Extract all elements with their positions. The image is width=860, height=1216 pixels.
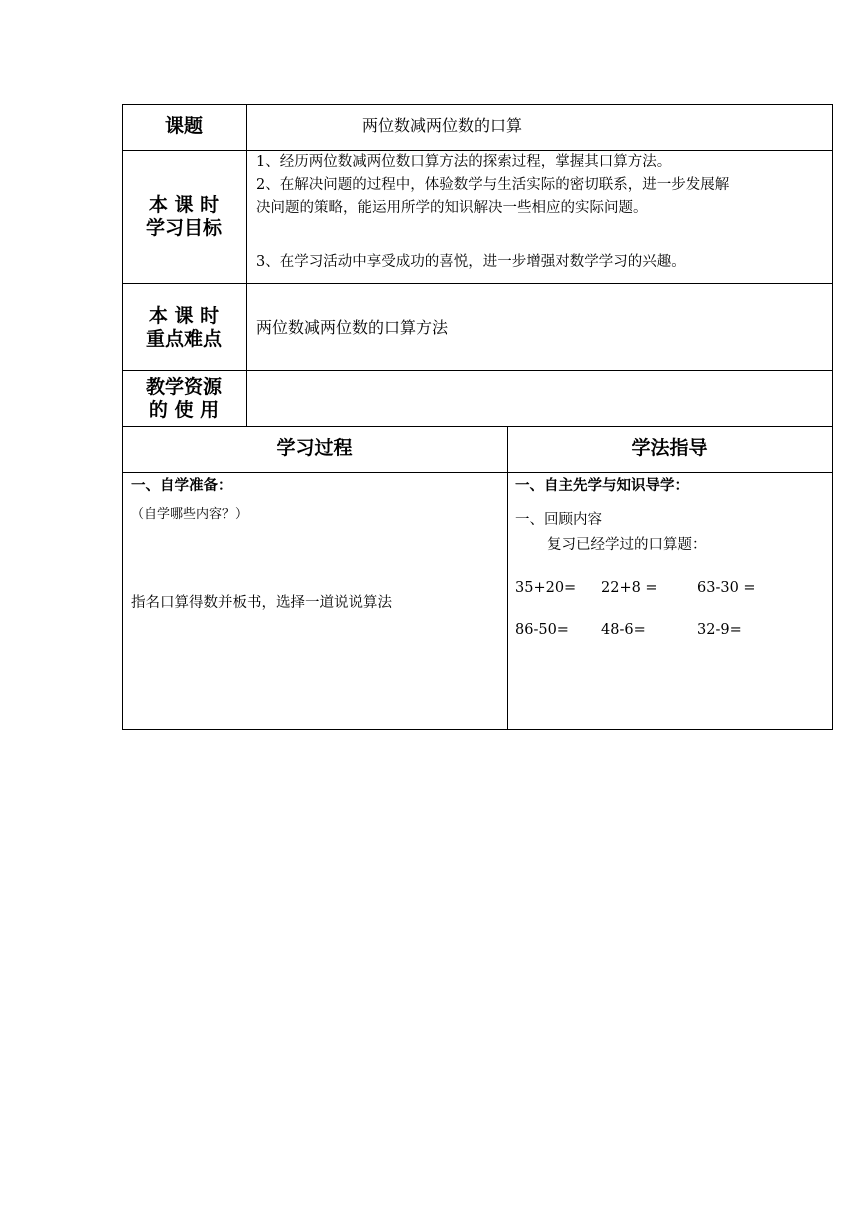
- guide-section-title: 一、自主先学与知识导学：: [515, 478, 689, 494]
- process-instruction: 指名口算得数并板书，选择一道说说算法: [131, 595, 392, 611]
- key-value: 两位数减两位数的口算方法: [256, 318, 449, 337]
- math-problem: 35+20=: [515, 580, 577, 596]
- process-question: （自学哪些内容？）: [131, 507, 249, 522]
- topic-value: 两位数减两位数的口算: [362, 116, 523, 135]
- goals-label-line2: 学习目标: [145, 217, 222, 239]
- table-divider: [122, 426, 833, 427]
- resources-label-line1: 教学资源: [145, 376, 222, 398]
- math-problem: 32-9=: [697, 622, 742, 638]
- goal-item: 1、经历两位数减两位数口算方法的探索过程，掌握其口算方法。: [256, 154, 672, 170]
- table-divider: [122, 370, 833, 371]
- table-divider: [122, 283, 833, 284]
- goals-label-line1: 本 课 时: [148, 194, 220, 216]
- label-column-divider: [246, 104, 247, 427]
- table-border-top: [122, 104, 833, 105]
- goal-item: 3、在学习活动中享受成功的喜悦，进一步增强对数学学习的兴趣。: [256, 254, 686, 270]
- math-problem: 48-6=: [601, 622, 646, 638]
- topic-label: 课题: [164, 115, 203, 137]
- table-border-right: [832, 104, 833, 730]
- goal-item: 2、在解决问题的过程中，体验数学与生活实际的密切联系，进一步发展解: [256, 177, 730, 193]
- math-problem: 63-30 =: [697, 580, 756, 596]
- math-problem: 86-50=: [515, 622, 569, 638]
- guide-subtitle: 一、回顾内容: [515, 512, 602, 528]
- math-problem: 22+8 =: [601, 580, 658, 596]
- table-divider: [122, 150, 833, 151]
- resources-label-line2: 的 使 用: [148, 399, 220, 421]
- key-label-line1: 本 课 时: [148, 305, 220, 327]
- guide-header: 学法指导: [631, 437, 708, 459]
- process-header: 学习过程: [276, 437, 353, 459]
- process-section-title: 一、自学准备：: [131, 478, 233, 494]
- goal-item: 决问题的策略，能运用所学的知识解决一些相应的实际问题。: [256, 200, 648, 216]
- key-label-line2: 重点难点: [145, 328, 222, 350]
- process-guide-divider: [507, 426, 508, 730]
- guide-intro: 复习已经学过的口算题：: [547, 537, 707, 553]
- table-border-bottom: [122, 729, 833, 730]
- table-divider: [122, 472, 833, 473]
